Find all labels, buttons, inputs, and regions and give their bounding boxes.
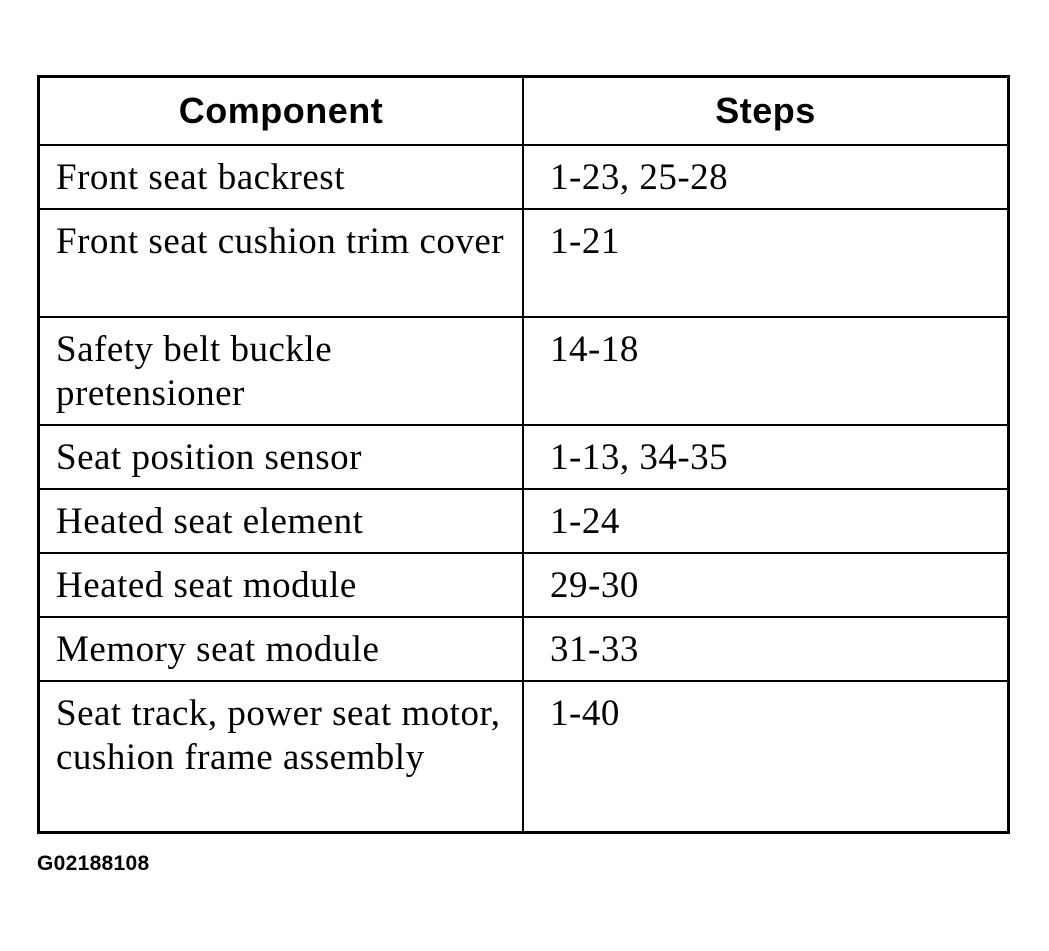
steps-cell: 14-18	[550, 329, 639, 370]
figure-id: G02188108	[37, 852, 150, 875]
steps-cell: 1-21	[550, 221, 620, 262]
table-row	[40, 488, 1007, 552]
component-cell: Seat position sensor	[40, 426, 524, 488]
component-cell: Safety belt buckle pretensioner	[40, 318, 524, 424]
table-row	[40, 552, 1007, 616]
header-steps: Steps	[715, 90, 816, 131]
table-row	[40, 144, 1007, 208]
component-cell: Front seat cushion trim cover	[40, 210, 524, 316]
table-row	[40, 208, 1007, 316]
steps-cell: 1-40	[550, 693, 620, 734]
steps-cell: 1-23, 25-28	[550, 157, 729, 198]
component-cell: Seat track, power seat motor, cushion frame assembly	[40, 682, 524, 831]
table-row	[40, 680, 1007, 831]
component-steps-table	[37, 75, 1010, 834]
component-cell: Heated seat element	[40, 490, 524, 552]
table-row	[40, 316, 1007, 424]
component-cell: Heated seat module	[40, 554, 524, 616]
steps-cell: 1-24	[550, 501, 620, 542]
steps-cell: 29-30	[550, 565, 639, 606]
component-cell: Memory seat module	[40, 618, 524, 680]
header-component: Component	[40, 78, 524, 144]
steps-cell: 1-13, 34-35	[550, 437, 729, 478]
table-row	[40, 424, 1007, 488]
table-row	[40, 616, 1007, 680]
table-header-row	[40, 78, 1007, 144]
steps-cell: 31-33	[550, 629, 639, 670]
component-cell: Front seat backrest	[40, 146, 524, 208]
